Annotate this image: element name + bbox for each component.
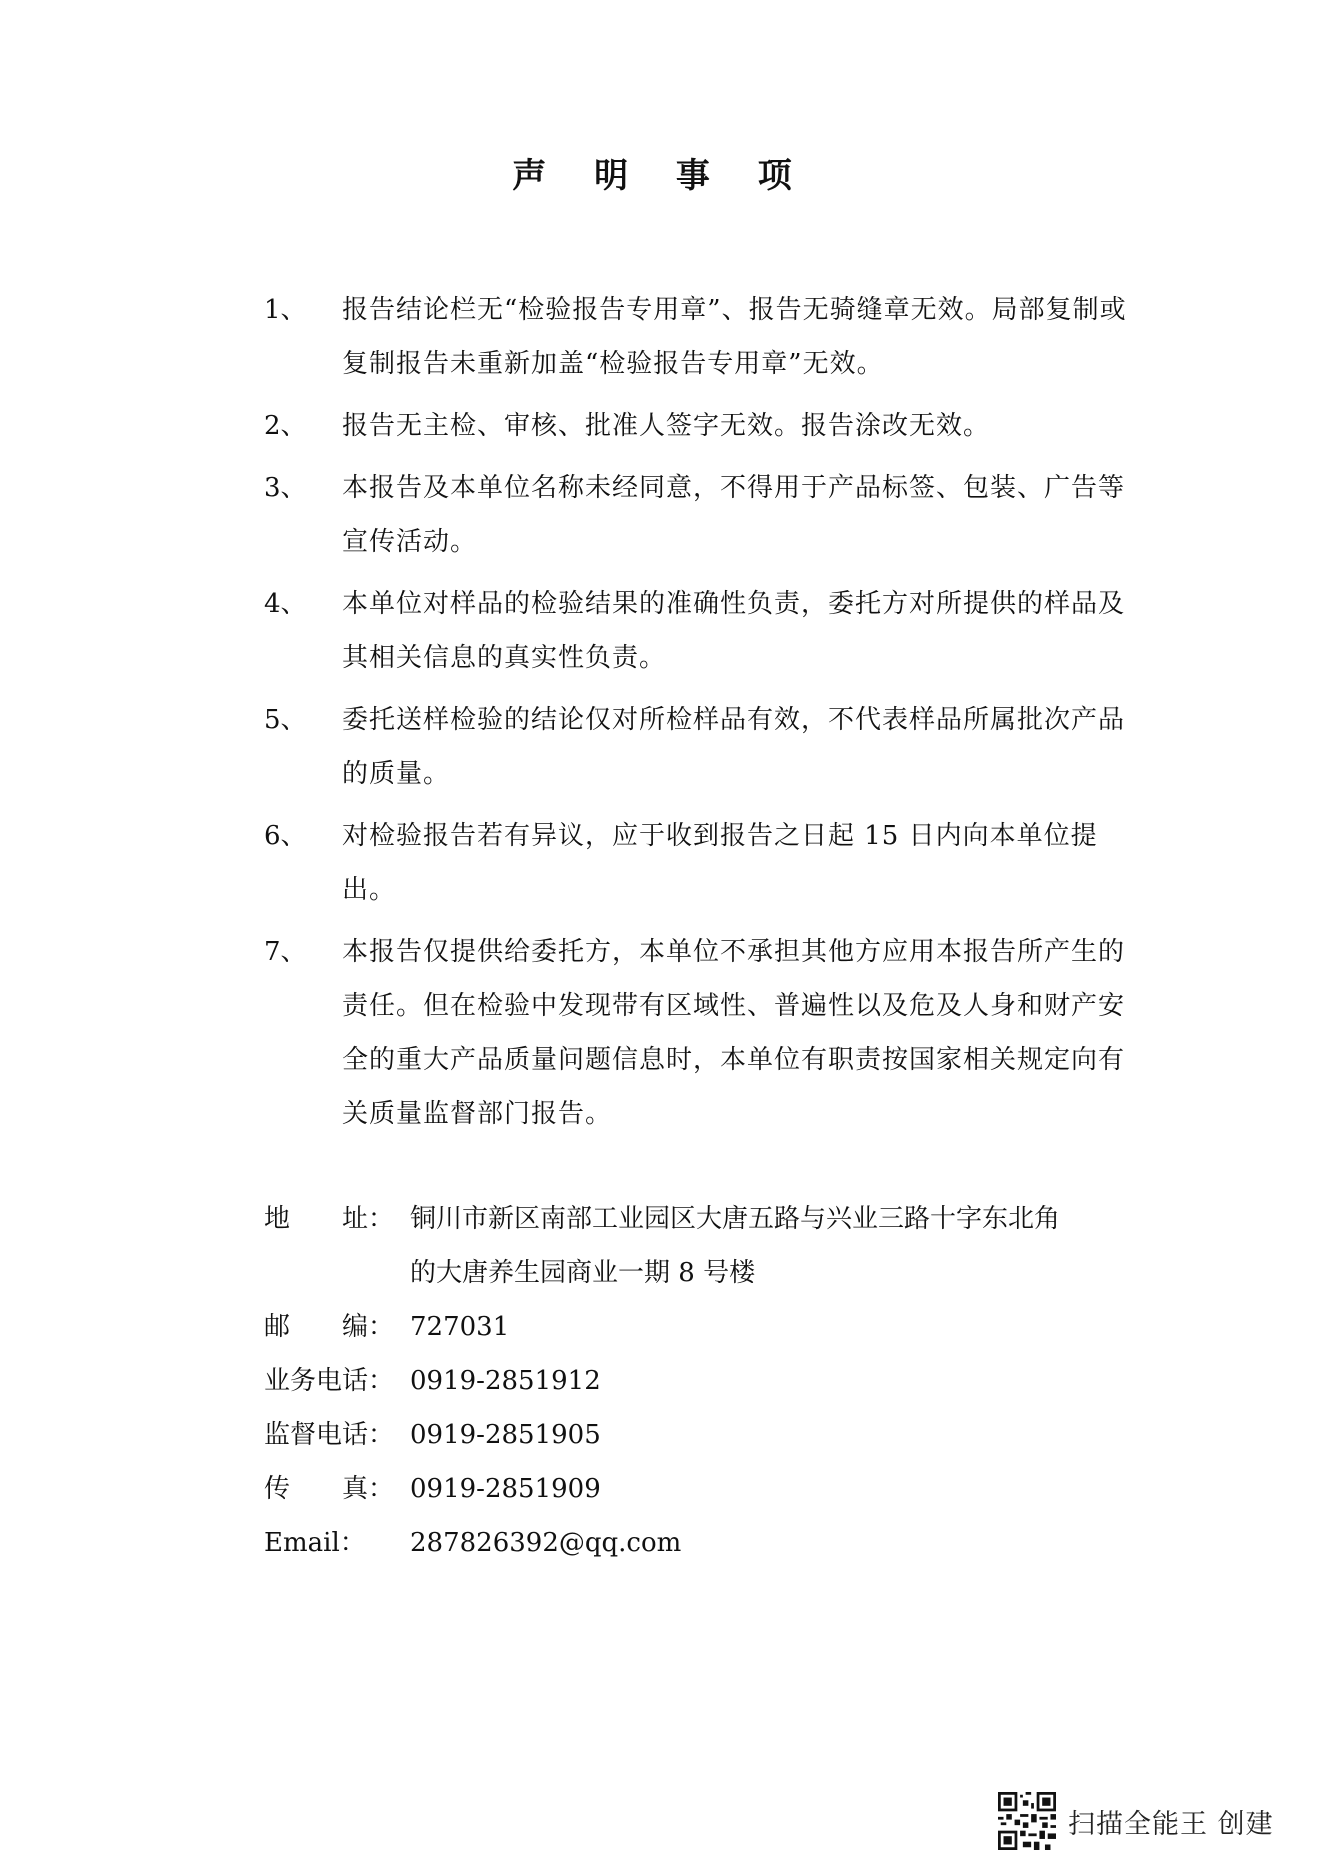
address-label-char: 地 — [264, 1204, 291, 1234]
item-text: 本单位对样品的检验结果的准确性负责，委托方对所提供的样品及其相关信息的真实性负责。 — [342, 589, 1126, 673]
address-label — [264, 1192, 410, 1246]
item-number: 7、 — [264, 937, 307, 967]
fax-row — [264, 1462, 1144, 1516]
item-number: 5、 — [264, 705, 307, 735]
postcode-value: 727031 — [410, 1312, 510, 1342]
scanner-app-label: 扫描全能王 创建 — [1068, 1808, 1274, 1840]
business-phone-label: 业务电话： — [264, 1366, 395, 1396]
item-text: 报告无主检、审核、批准人签字无效。报告涂改无效。 — [342, 411, 991, 441]
email-row — [264, 1516, 1144, 1570]
email-value: 287826392@qq.com — [410, 1528, 682, 1558]
scanner-watermark — [998, 1796, 1274, 1846]
item-number: 2、 — [264, 411, 307, 441]
item-text: 对检验报告若有异议，应于收到报告之日起 15 日内向本单位提出。 — [342, 821, 1098, 905]
item-text: 本报告及本单位名称未经同意，不得用于产品标签、包装、广告等宣传活动。 — [342, 473, 1126, 557]
supervision-phone-label: 监督电话： — [264, 1420, 395, 1450]
list-item — [0, 461, 1322, 569]
business-phone-value: 0919-2851912 — [410, 1366, 601, 1396]
list-item — [0, 283, 1322, 391]
address-line-2: 的大唐养生园商业一期 8 号楼 — [410, 1258, 756, 1288]
supervision-phone-value: 0919-2851905 — [410, 1420, 601, 1450]
item-number: 1、 — [264, 295, 307, 325]
fax-label — [264, 1462, 410, 1516]
list-item — [0, 399, 1322, 453]
supervision-phone-row — [264, 1408, 1144, 1462]
business-phone-row — [264, 1354, 1144, 1408]
list-item — [0, 925, 1322, 1141]
statement-list — [0, 283, 1322, 1149]
item-text: 本报告仅提供给委托方，本单位不承担其他方应用本报告所产生的责任。但在检验中发现带有区域性、普遍性以及危及人身和财产安全的重大产品质量问题信息时，本单位有职责按国家相关规定向有关质量监督部门报告。 — [342, 937, 1126, 1129]
qr-code-icon — [998, 1792, 1056, 1850]
postcode-label-suffix: 编： — [342, 1312, 395, 1342]
item-number: 4、 — [264, 589, 307, 619]
fax-value: 0919-2851909 — [410, 1474, 601, 1504]
email-label: Email： — [264, 1528, 366, 1558]
address-row — [264, 1192, 1144, 1300]
list-item — [0, 809, 1322, 917]
postcode-row — [264, 1300, 1144, 1354]
item-text: 报告结论栏无“检验报告专用章”、报告无骑缝章无效。局部复制或复制报告未重新加盖“检验报告专用章”无效。 — [342, 295, 1127, 379]
contact-info — [264, 1192, 1144, 1570]
item-text: 委托送样检验的结论仅对所检样品有效，不代表样品所属批次产品的质量。 — [342, 705, 1126, 789]
address-line-1: 铜川市新区南部工业园区大唐五路与兴业三路十字东北角 — [410, 1204, 1061, 1234]
item-number: 3、 — [264, 473, 307, 503]
list-item — [0, 577, 1322, 685]
fax-label-char: 传 — [264, 1474, 291, 1504]
item-number: 6、 — [264, 821, 307, 851]
list-item — [0, 693, 1322, 801]
address-label-suffix: 址： — [342, 1204, 395, 1234]
fax-label-suffix: 真： — [342, 1474, 395, 1504]
address-value — [410, 1192, 1140, 1300]
page-title: 声 明 事 项 — [512, 156, 810, 196]
postcode-label — [264, 1300, 410, 1354]
postcode-label-char: 邮 — [264, 1312, 291, 1342]
